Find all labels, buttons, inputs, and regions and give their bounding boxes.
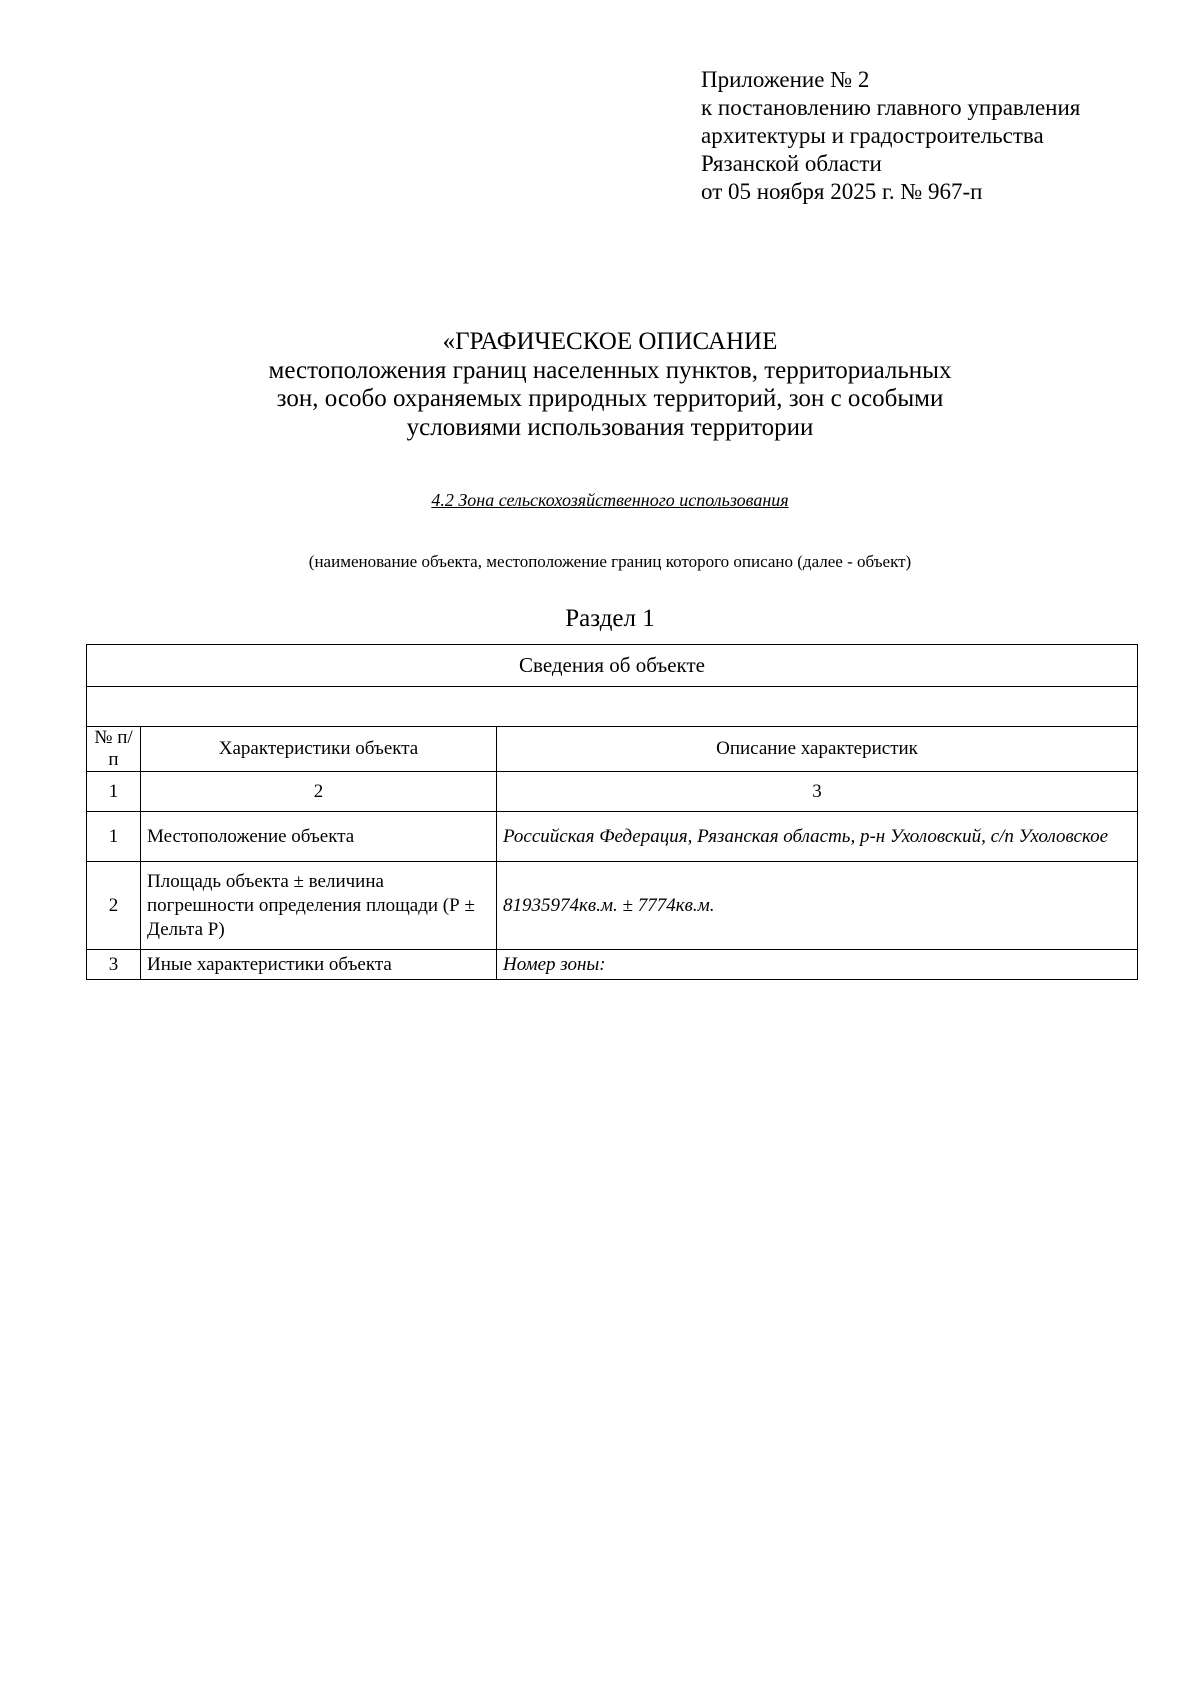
header-description: Описание характеристик [497, 727, 1138, 772]
table-index-row [87, 772, 1138, 812]
title-line: условиями использования территории [406, 413, 814, 441]
header-num: № п/п [87, 727, 141, 772]
index-cell: 3 [497, 772, 1138, 812]
row-characteristic: Площадь объекта ± величина погрешности определения площади (Р ± Дельта Р) [141, 862, 497, 950]
object-name: 4.2 Зона сельскохозяйственного использования [431, 490, 789, 510]
appendix-line: к постановлению главного управления [701, 95, 1081, 120]
title-line: «ГРАФИЧЕСКОЕ ОПИСАНИЕ [442, 328, 778, 355]
title-line: местоположения границ населенных пунктов, территориальных [268, 356, 952, 384]
table-caption-row [87, 645, 1138, 687]
object-name-caption: (наименование объекта, местоположение границ которого описано (далее - объект) [308, 552, 912, 571]
empty-cell [87, 687, 1138, 727]
table-caption: Сведения об объекте [87, 645, 1138, 687]
object-info-table [86, 644, 1138, 980]
document-title [0, 328, 1200, 442]
row-characteristic: Иные характеристики объекта [141, 950, 497, 980]
row-characteristic: Местоположение объекта [141, 812, 497, 862]
appendix-line: Рязанской области [701, 151, 882, 176]
index-cell: 2 [141, 772, 497, 812]
table-header-row [87, 727, 1138, 772]
index-cell: 1 [87, 772, 141, 812]
header-characteristic: Характеристики объекта [141, 727, 497, 772]
row-num: 2 [87, 862, 141, 950]
appendix-line: архитектуры и градостроительства [701, 123, 1044, 148]
row-num: 3 [87, 950, 141, 980]
table-row [87, 812, 1138, 862]
row-description: 81935974кв.м. ± 7774кв.м. [497, 862, 1138, 950]
table-empty-row [87, 687, 1138, 727]
row-description: Российская Федерация, Рязанская область, р-н Ухоловский, с/п Ухоловское [497, 812, 1138, 862]
title-line: зон, особо охраняемых природных территорий, зон с особыми [276, 385, 944, 412]
appendix-line: Приложение № 2 [701, 67, 870, 92]
row-description: Номер зоны: [497, 950, 1138, 980]
appendix-line: от 05 ноября 2025 г. № 967-п [701, 179, 983, 204]
section-title: Раздел 1 [565, 605, 655, 632]
appendix-header [701, 66, 1080, 206]
table-row [87, 950, 1138, 980]
row-num: 1 [87, 812, 141, 862]
table-row [87, 862, 1138, 950]
